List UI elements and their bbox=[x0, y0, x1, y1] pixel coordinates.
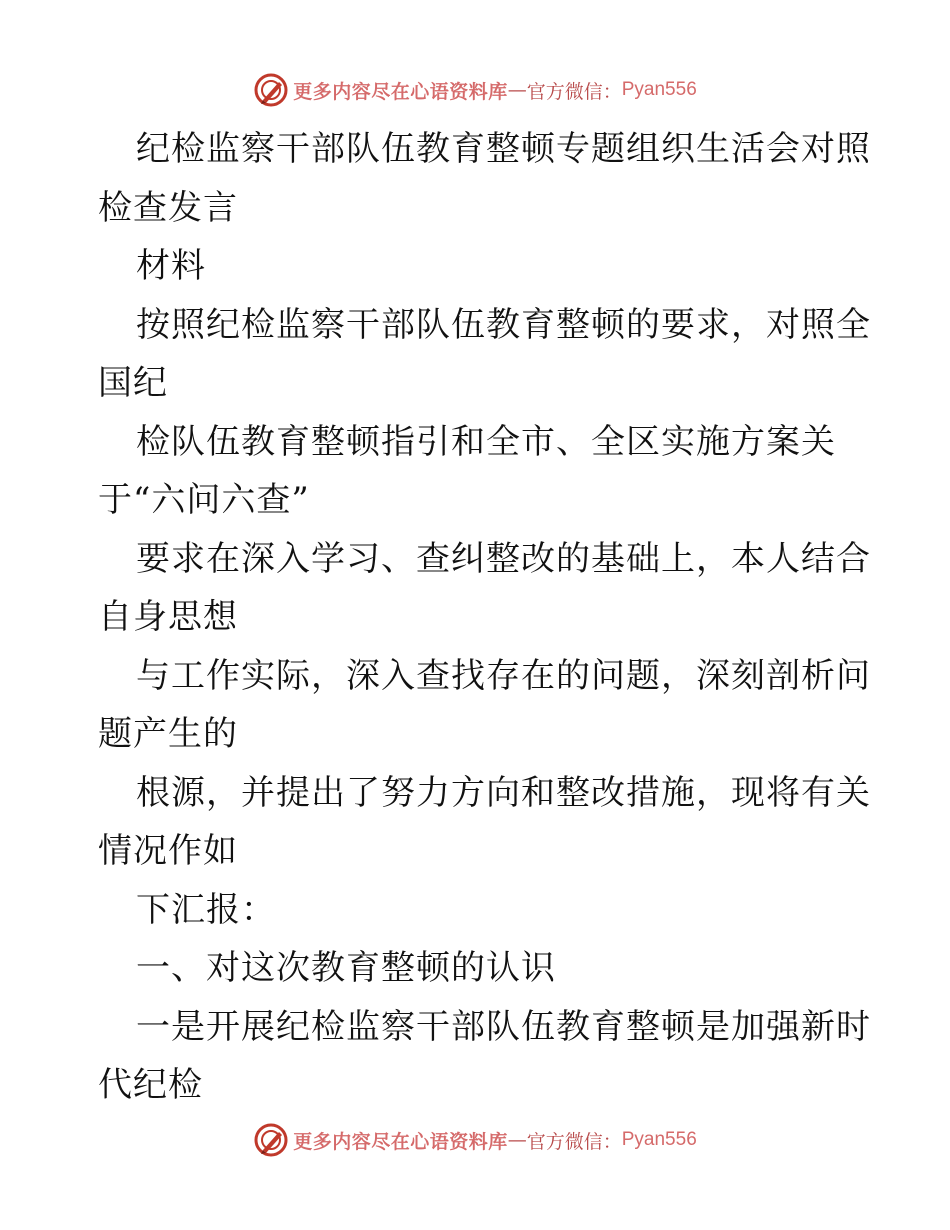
watermark-wechat-label: 官方微信： bbox=[526, 1130, 622, 1153]
watermark-wechat-label: 官方微信： bbox=[526, 80, 622, 103]
text-line: 于“六问六查” bbox=[98, 480, 310, 520]
document-body bbox=[98, 120, 871, 1115]
text-line: 根源，并提出了努力方向和整改措施，现将有关 bbox=[136, 772, 871, 813]
text-line: 检查发言 bbox=[98, 187, 238, 228]
text-line: 下汇报： bbox=[136, 889, 276, 930]
watermark-wechat-id: Pyan556 bbox=[621, 1129, 697, 1150]
header-watermark bbox=[0, 70, 950, 110]
text-line: 按照纪检监察干部队伍教育整顿的要求，对照全 bbox=[136, 304, 871, 345]
text-line: 材料 bbox=[136, 246, 206, 286]
text-line: 要求在深入学习、查纠整改的基础上，本人结合 bbox=[136, 538, 871, 579]
text-line: 自身思想 bbox=[98, 597, 238, 637]
watermark-brand-text: 更多内容尽在心语资料库 bbox=[293, 80, 508, 103]
pen-logo-icon bbox=[253, 72, 289, 108]
text-line: 纪检监察干部队伍教育整顿专题组织生活会对照 bbox=[136, 129, 871, 169]
watermark-separator: — bbox=[507, 79, 527, 101]
text-line: 检队伍教育整顿指引和全市、全区实施方案关 bbox=[136, 421, 836, 462]
text-line: 情况作如 bbox=[98, 831, 238, 871]
text-line: 国纪 bbox=[98, 363, 168, 403]
text-line: 题产生的 bbox=[98, 714, 238, 754]
watermark-brand-text: 更多内容尽在心语资料库 bbox=[293, 1130, 508, 1153]
watermark-separator: — bbox=[507, 1129, 527, 1151]
section-heading: 一、对这次教育整顿的认识 bbox=[136, 948, 556, 988]
pen-logo-icon bbox=[253, 1122, 289, 1158]
text-line: 一是开展纪检监察干部队伍教育整顿是加强新时 bbox=[136, 1006, 871, 1047]
text-line: 与工作实际，深入查找存在的问题，深刻剖析问 bbox=[136, 655, 871, 696]
watermark-wechat-id: Pyan556 bbox=[621, 79, 697, 100]
text-line: 代纪检 bbox=[98, 1065, 203, 1105]
footer-watermark bbox=[0, 1120, 950, 1160]
